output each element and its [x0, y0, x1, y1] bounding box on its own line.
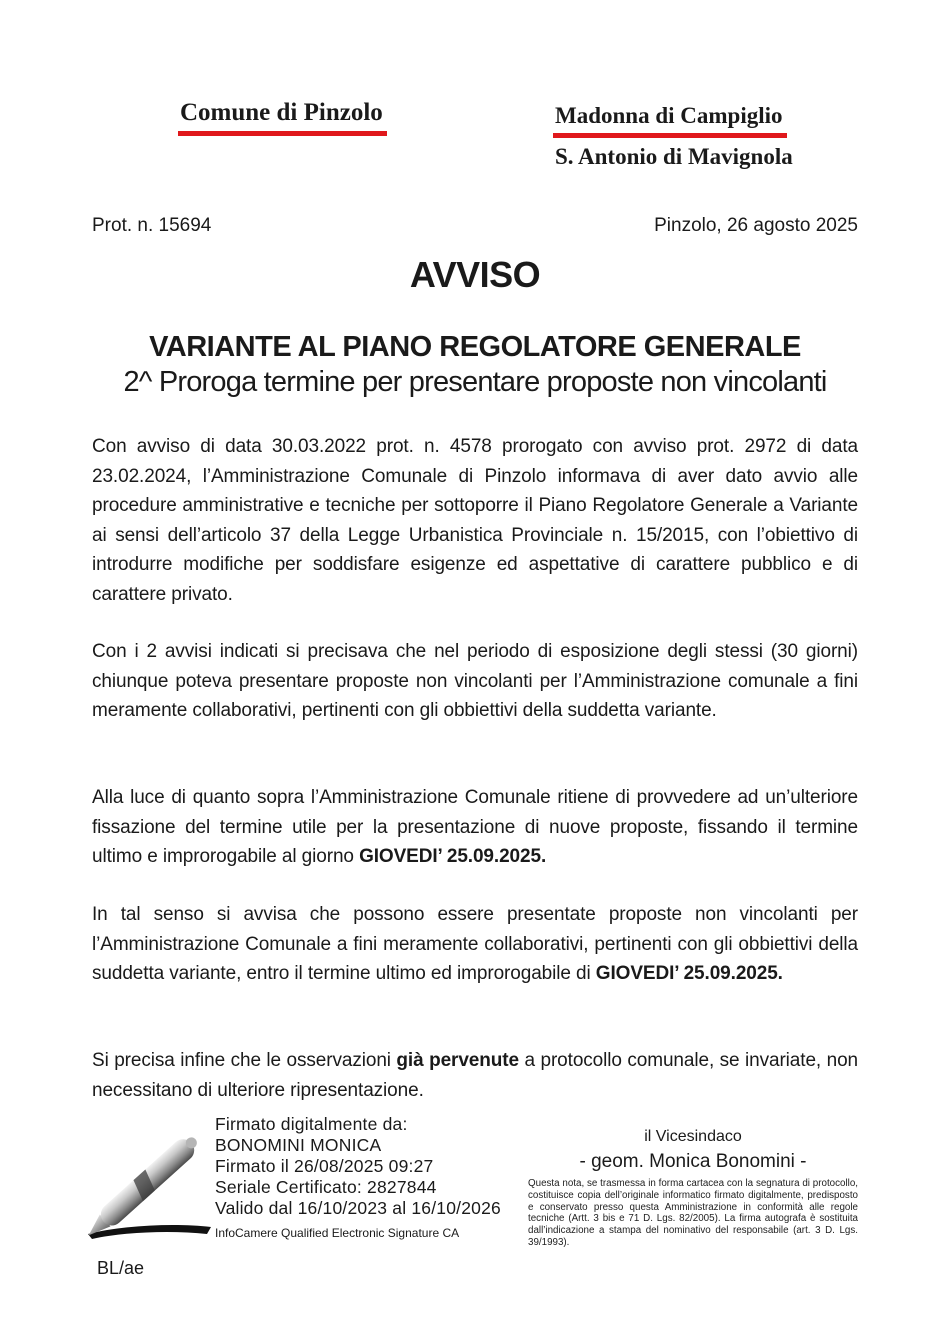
sig-signer-name: BONOMINI MONICA	[215, 1135, 382, 1155]
deadline-date: GIOVEDI’ 25.09.2025.	[359, 846, 547, 867]
meta-row	[92, 215, 858, 237]
deadline-date: GIOVEDI’ 25.09.2025.	[595, 963, 783, 984]
paragraph-text: Alla luce di quanto sopra l’Amministrazione Comunale ritiene di provvedere ad un’ulteriore fissazione del termine utile per la presentazione di nuove proposte, fissando il termine ultimo e improrogabile al giorno	[92, 787, 858, 867]
digital-signature-block	[215, 1114, 501, 1244]
paragraph-text: In tal senso si avvisa che possono essere presentate proposte non vincolanti per l’Amministrazione Comunale a fini meramente collaborativi, pertinenti con gli obbiettivi della suddetta variante, entro il termine ultimo ed improrogabile di	[92, 904, 858, 984]
sig-ca-line: InfoCamere Qualified Electronic Signature CA	[215, 1226, 460, 1240]
org-name-left	[178, 100, 387, 136]
body-paragraph-5	[92, 1046, 858, 1105]
notice-subtitle: VARIANTE AL PIANO REGOLATORE GENERALE	[149, 331, 801, 363]
org-name-left-text: Comune di Pinzolo	[178, 100, 387, 136]
legal-note: Questa nota, se trasmessa in forma cartacea con la segnatura di protocollo, costituisce copia dell’originale informatico firmato digitalmente, predisposto e conservato presso questa Amministrazione in conformità alle regole tecniche (Artt. 3 bis e 71 D. Lgs. 82/2005). La firma autografa è sostituita dall’indicazione a stampa del nominativo del responsabile (art. 3 D. Lgs. 39/1993).	[528, 1178, 858, 1248]
org-name-right-sub: S. Antonio di Mavignola	[555, 144, 793, 169]
paragraph-text: a protocollo comunale, se invariate, non necessitano di ulteriore ripresentazione.	[92, 1050, 859, 1101]
sig-validity-line: Valido dal 16/10/2023 al 16/10/2026	[215, 1198, 501, 1218]
sig-line-label: Firmato digitalmente da:	[215, 1114, 408, 1134]
notice-body	[92, 432, 858, 1133]
signer-name: - geom. Monica Bonomini -	[579, 1151, 807, 1172]
body-paragraph-2: Con i 2 avvisi indicati si precisava che nel periodo di esposizione degli stessi (30 giorni) chiunque poteva presentare proposte non vincolanti per l’Amministrazione comunale a fini meramente collaborativi, pertinenti con gli obbiettivi della suddetta variante.	[92, 641, 858, 721]
org-name-right: Madonna di Campiglio	[553, 104, 787, 138]
org-right-block	[553, 104, 793, 169]
place-date: Pinzolo, 26 agosto 2025	[654, 215, 858, 236]
body-paragraph-3	[92, 783, 858, 872]
pen-icon	[84, 1118, 216, 1248]
paragraph-text: Si precisa infine che le osservazioni	[92, 1050, 397, 1071]
notice-title: AVVISO	[409, 254, 541, 295]
body-paragraph-4	[92, 900, 858, 1018]
protocol-number: Prot. n. 15694	[92, 215, 212, 236]
drafting-initials: BL/ae	[97, 1258, 145, 1278]
notice-subtitle-2: 2^ Proroga termine per presentare proposte non vincolanti	[123, 366, 827, 398]
sig-date-line: Firmato il 26/08/2025 09:27	[215, 1156, 434, 1176]
emphasis-text: già pervenute	[396, 1050, 519, 1071]
signer-block	[528, 1128, 858, 1249]
body-paragraph-1: Con avviso di data 30.03.2022 prot. n. 4578 prorogato con avviso prot. 2972 di data 23.02.2024, l’Amministrazione Comunale di Pinzolo informava di aver dato avvio alle procedure amministrative e tecniche per sottoporre il Piano Regolatore Generale a Variante ai sensi dell’articolo 37 della Legge Urbanistica Provinciale n. 15/2015, con l’obiettivo di introdurre modifiche per soddisfare esigenze ed aspettative di carattere pubblico e di carattere privato.	[92, 436, 858, 605]
signer-role: il Vicesindaco	[644, 1128, 742, 1145]
sig-serial-line: Seriale Certificato: 2827844	[215, 1177, 437, 1197]
